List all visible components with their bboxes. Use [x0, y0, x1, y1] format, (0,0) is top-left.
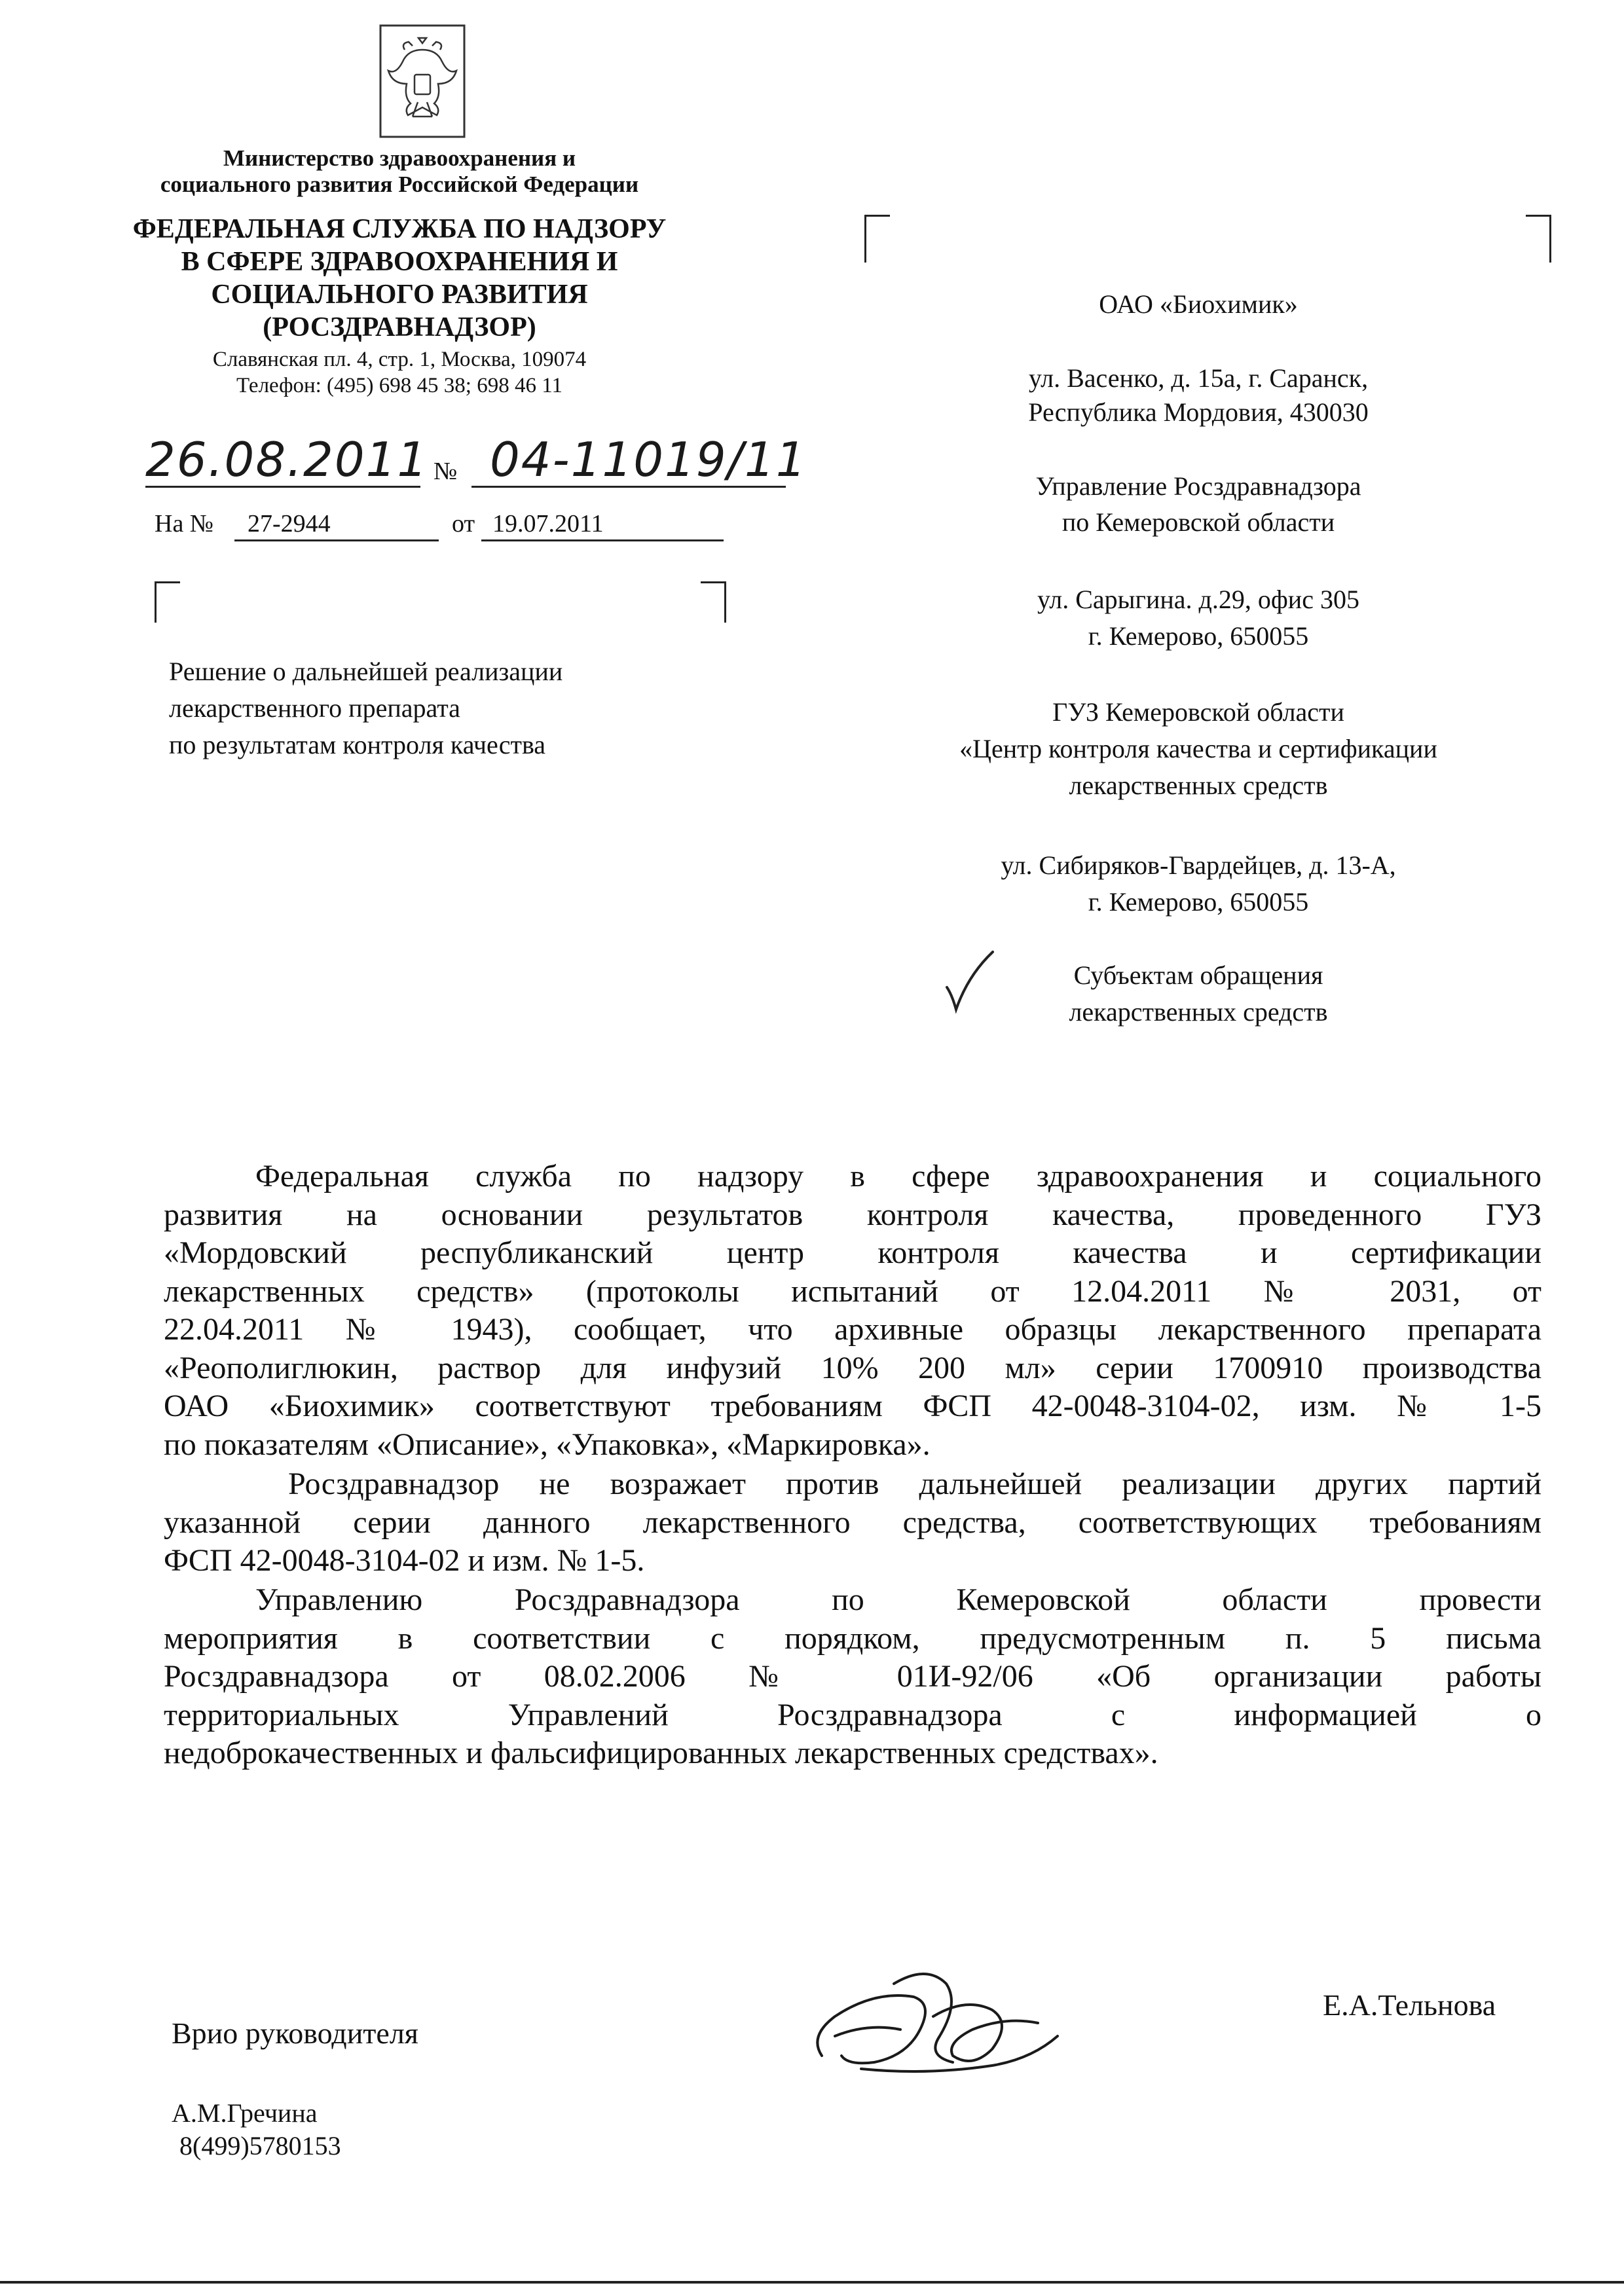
handwritten-signature — [796, 1958, 1071, 2088]
reference-date: 19.07.2011 — [492, 510, 604, 538]
body-p2-line: указанной серии данного лекарственного средства, соответствующих требованиям — [164, 1504, 1541, 1540]
reference-number-underline — [234, 539, 439, 541]
body-p1-line: 22.04.2011 № 1943), сообщает, что архивные образцы лекарственного препарата — [164, 1312, 1541, 1347]
reference-number: 27-2944 — [248, 510, 331, 538]
outgoing-number-sign: № — [434, 458, 458, 485]
signatory-position: Врио руководителя — [172, 2016, 418, 2050]
body-p1-line: Федеральная служба по надзору в сфере здравоохранения и социального — [255, 1159, 1541, 1194]
recipient-7-line-2: лекарственных средств — [1069, 997, 1328, 1027]
recipient-4-line-2: г. Кемерово, 650055 — [1088, 621, 1309, 651]
service-name-line-4: (РОСЗДРАВНАДЗОР) — [263, 312, 536, 342]
recipient-5-line-1: ГУЗ Кемеровской области — [1052, 697, 1344, 727]
subject-bracket-left — [155, 581, 180, 623]
sender-phone: Телефон: (495) 698 45 38; 698 46 11 — [236, 374, 563, 397]
body-p1-line: лекарственных средств» (протоколы испытаний от 12.04.2011 № 2031, от — [164, 1273, 1541, 1309]
body-p1-line: развития на основании результатов контроля качества, проведенного ГУЗ — [164, 1197, 1541, 1232]
outgoing-date: 26.08.2011 — [145, 432, 429, 487]
ministry-name-line-2: социального развития Российской Федерации — [160, 172, 639, 197]
recipient-7-line-1: Субъектам обращения — [1073, 960, 1323, 990]
recipient-2-line-1: ул. Васенко, д. 15а, г. Саранск, — [1028, 363, 1369, 393]
outgoing-number: 04-11019/11 — [490, 432, 807, 487]
bottom-rule — [0, 2281, 1624, 2284]
checkmark-icon — [943, 949, 995, 1015]
subject-line-1: Решение о дальнейшей реализации — [169, 657, 563, 686]
body-p1-line: «Мордовский республиканский центр контроля качества и сертификации — [164, 1235, 1541, 1270]
body-paragraph-2 — [164, 1465, 1541, 1580]
russian-coat-of-arms-icon — [378, 24, 466, 139]
recipient-3-line-2: по Кемеровской области — [1061, 507, 1335, 537]
recipient-1-line-1: ОАО «Биохимик» — [1099, 289, 1298, 319]
subject-line-3: по результатам контроля качества — [169, 730, 546, 759]
body-paragraph-1 — [164, 1157, 1541, 1464]
body-p1-line: ОАО «Биохимик» соответствуют требованиям ФСП 42-0048-3104-02, изм. № 1-5 — [164, 1389, 1541, 1423]
address-bracket-left — [864, 215, 890, 263]
executor-name: А.М.Гречина — [172, 2098, 318, 2128]
address-bracket-right — [1526, 215, 1551, 263]
recipient-6-line-1: ул. Сибиряков-Гвардейцев, д. 13-А, — [1001, 850, 1396, 880]
body-paragraph-3 — [164, 1581, 1541, 1773]
body-p3-line: Росздравнадзора от 08.02.2006 № 01И-92/06 «Об организации работы — [164, 1659, 1541, 1694]
body-p1-line: «Реополиглюкин, раствор для инфузий 10% 200 мл» серии 1700910 производства — [164, 1350, 1541, 1385]
recipient-4-line-1: ул. Сарыгина. д.29, офис 305 — [1037, 585, 1359, 614]
subject-bracket-right — [701, 581, 726, 623]
body-p3-line: территориальных Управлений Росздравнадзора с информацией о — [164, 1697, 1541, 1732]
reference-from-label: от — [452, 510, 475, 538]
recipient-6-line-2: г. Кемерово, 650055 — [1088, 887, 1309, 917]
recipient-2-line-2: Республика Мордовия, 430030 — [1028, 397, 1369, 427]
outgoing-date-underline — [145, 486, 420, 488]
recipient-3-line-1: Управление Росздравнадзора — [1035, 471, 1361, 501]
recipient-5-line-3: лекарственных средств — [1069, 771, 1328, 800]
recipient-5-line-2: «Центр контроля качества и сертификации — [959, 734, 1437, 763]
reference-date-underline — [481, 539, 724, 541]
service-name-line-3: СОЦИАЛЬНОГО РАЗВИТИЯ — [211, 280, 588, 310]
ministry-name-line-1: Министерство здравоохранения и — [223, 145, 576, 171]
body-p3-line: Управлению Росздравнадзора по Кемеровской области провести — [255, 1582, 1541, 1617]
executor-phone: 8(499)5780153 — [179, 2131, 341, 2160]
body-p2-line: ФСП 42-0048-3104-02 и изм. № 1-5. — [164, 1543, 645, 1578]
body-p1-line: по показателям «Описание», «Упаковка», «Маркировка». — [164, 1427, 931, 1462]
body-p2-line: Росздравнадзор не возражает против дальнейшей реализации других партий — [288, 1467, 1541, 1501]
body-p3-line: мероприятия в соответствии с порядком, предусмотренным п. 5 письма — [164, 1620, 1541, 1656]
service-name-line-2: В СФЕРЕ ЗДРАВООХРАНЕНИЯ И — [181, 247, 618, 277]
reference-prefix: На № — [155, 510, 214, 538]
signatory-name: Е.А.Тельнова — [1323, 1988, 1496, 2022]
subject-line-2: лекарственного препарата — [169, 693, 460, 723]
outgoing-number-underline — [471, 486, 786, 488]
body-p3-line: недоброкачественных и фальсифицированных лекарственных средствах». — [164, 1736, 1158, 1770]
service-name-line-1: ФЕДЕРАЛЬНАЯ СЛУЖБА ПО НАДЗОРУ — [132, 214, 667, 244]
sender-address: Славянская пл. 4, стр. 1, Москва, 109074 — [212, 348, 587, 371]
